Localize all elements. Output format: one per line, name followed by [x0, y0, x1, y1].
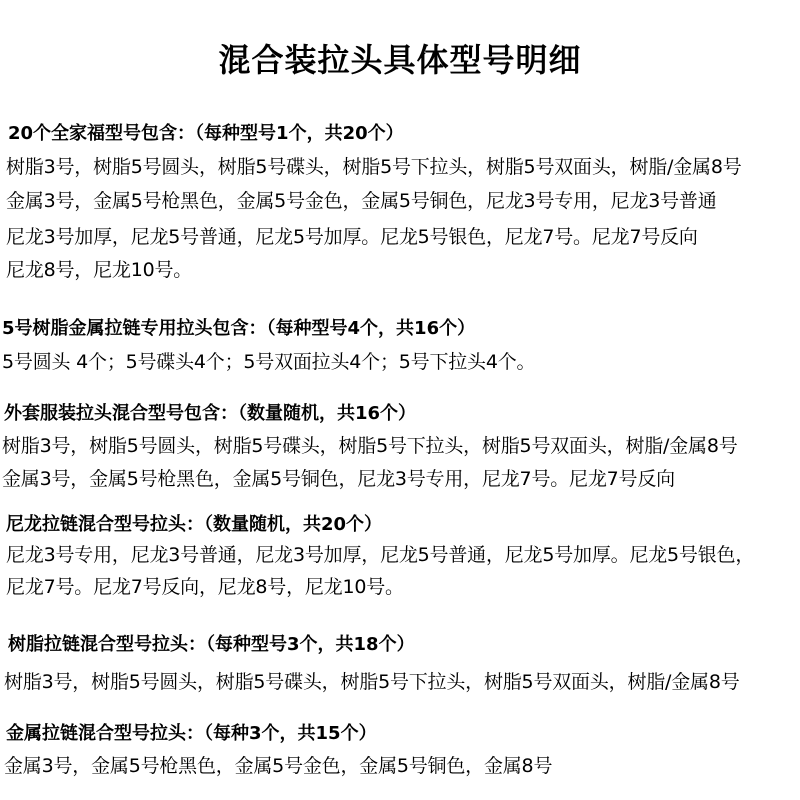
section-line: 尼龙8号，尼龙10号。 — [6, 259, 193, 281]
section-heading-nylon-mix: 尼龙拉链混合型号拉头：（数量随机，共20个） — [6, 514, 383, 535]
section-heading-metal-mix: 金属拉链混合型号拉头：（每种3个，共15个） — [6, 723, 377, 744]
section-line: 尼龙7号。尼龙7号反向，尼龙8号，尼龙10号。 — [6, 576, 404, 598]
section-line: 金属3号，金属5号枪黑色，金属5号铜色，尼龙3号专用，尼龙7号。尼龙7号反向 — [2, 468, 675, 490]
section-line: 尼龙3号专用，尼龙3号普通，尼龙3号加厚，尼龙5号普通，尼龙5号加厚。尼龙5号银色， — [6, 544, 755, 566]
section-line: 金属3号，金属5号枪黑色，金属5号金色，金属5号铜色，金属8号 — [4, 755, 553, 777]
section-line: 树脂3号，树脂5号圆头，树脂5号碟头，树脂5号下拉头，树脂5号双面头，树脂/金属8号 — [4, 671, 740, 693]
section-line: 金属3号，金属5号枪黑色，金属5号金色，金属5号铜色，尼龙3号专用，尼龙3号普通 — [6, 190, 717, 212]
section-heading-resin-mix: 树脂拉链混合型号拉头：（每种型号3个，共18个） — [8, 634, 415, 655]
page-title: 混合装拉头具体型号明细 — [218, 41, 582, 79]
section-line: 尼龙3号加厚，尼龙5号普通，尼龙5号加厚。尼龙5号银色，尼龙7号。尼龙7号反向 — [6, 226, 698, 248]
section-heading-coat-mix: 外套服装拉头混合型号包含：（数量随机，共16个） — [4, 403, 417, 424]
section-line: 5号圆头 4个；5号碟头4个；5号双面拉头4个；5号下拉头4个。 — [2, 351, 536, 373]
section-heading-family-pack: 20个全家福型号包含：（每种型号1个，共20个） — [8, 123, 404, 144]
section-line: 树脂3号，树脂5号圆头，树脂5号碟头，树脂5号下拉头，树脂5号双面头，树脂/金属8号 — [2, 435, 738, 457]
section-line: 树脂3号，树脂5号圆头，树脂5号碟头，树脂5号下拉头，树脂5号双面头，树脂/金属8号 — [6, 156, 742, 178]
section-heading-size5-resin-metal: 5号树脂金属拉链专用拉头包含：（每种型号4个，共16个） — [2, 318, 476, 339]
